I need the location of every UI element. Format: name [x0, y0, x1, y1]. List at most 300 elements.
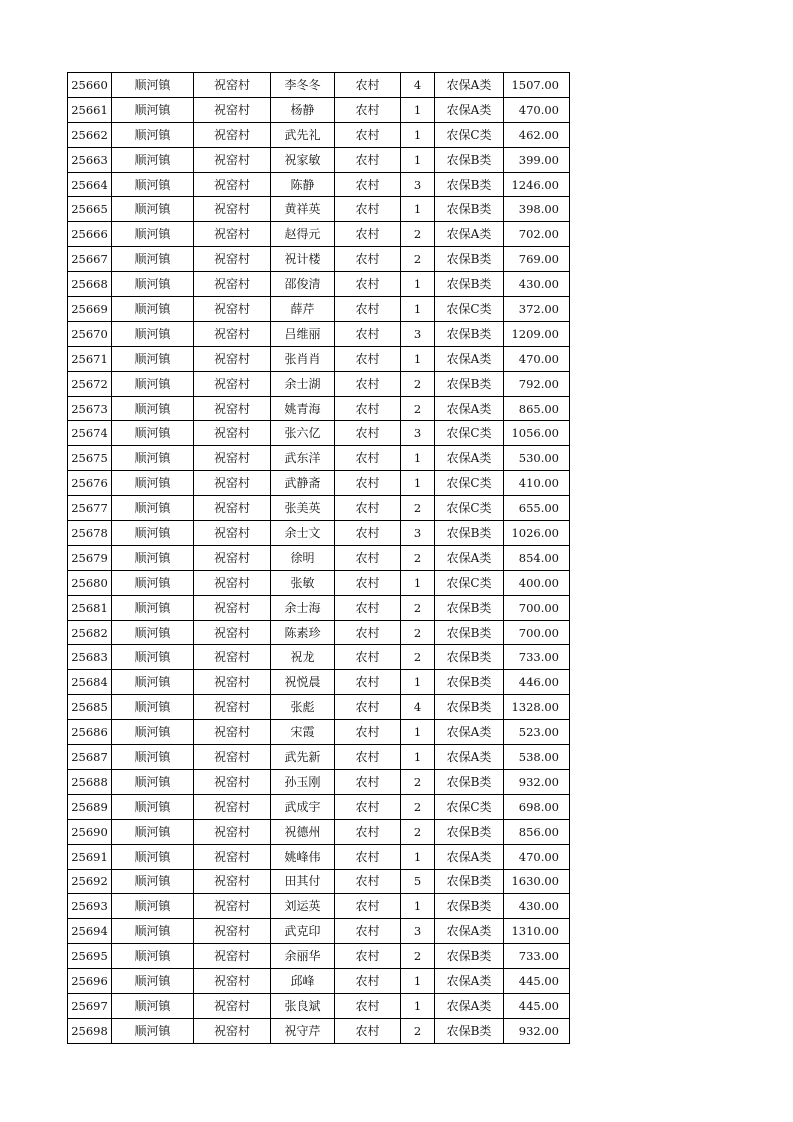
household-type-cell: 农村 [335, 969, 401, 994]
village-cell: 祝窑村 [194, 695, 271, 720]
table-row [68, 247, 570, 272]
serial-number-cell: 25663 [68, 147, 112, 172]
serial-number-cell: 25671 [68, 346, 112, 371]
serial-number-cell: 25682 [68, 620, 112, 645]
person-name-cell: 祝龙 [271, 645, 335, 670]
amount-cell: 445.00 [504, 969, 570, 994]
table-row [68, 172, 570, 197]
amount-cell: 430.00 [504, 894, 570, 919]
person-name-cell: 邵俊清 [271, 272, 335, 297]
insurance-category-cell: 农保B类 [435, 695, 504, 720]
member-count-cell: 2 [401, 247, 435, 272]
insurance-category-cell: 农保A类 [435, 919, 504, 944]
member-count-cell: 1 [401, 471, 435, 496]
serial-number-cell: 25686 [68, 720, 112, 745]
member-count-cell: 2 [401, 1018, 435, 1043]
village-cell: 祝窑村 [194, 944, 271, 969]
village-cell: 祝窑村 [194, 545, 271, 570]
member-count-cell: 2 [401, 819, 435, 844]
person-name-cell: 邱峰 [271, 969, 335, 994]
household-type-cell: 农村 [335, 446, 401, 471]
household-type-cell: 农村 [335, 595, 401, 620]
village-cell: 祝窑村 [194, 869, 271, 894]
member-count-cell: 1 [401, 720, 435, 745]
insurance-category-cell: 农保C类 [435, 471, 504, 496]
table-row [68, 371, 570, 396]
table-row [68, 919, 570, 944]
member-count-cell: 3 [401, 321, 435, 346]
household-type-cell: 农村 [335, 919, 401, 944]
town-cell: 顺河镇 [112, 346, 194, 371]
village-cell: 祝窑村 [194, 769, 271, 794]
village-cell: 祝窑村 [194, 844, 271, 869]
household-type-cell: 农村 [335, 421, 401, 446]
household-type-cell: 农村 [335, 944, 401, 969]
member-count-cell: 3 [401, 919, 435, 944]
person-name-cell: 余士湖 [271, 371, 335, 396]
household-type-cell: 农村 [335, 247, 401, 272]
village-cell: 祝窑村 [194, 919, 271, 944]
member-count-cell: 4 [401, 695, 435, 720]
village-cell: 祝窑村 [194, 122, 271, 147]
serial-number-cell: 25676 [68, 471, 112, 496]
town-cell: 顺河镇 [112, 496, 194, 521]
serial-number-cell: 25660 [68, 73, 112, 98]
member-count-cell: 1 [401, 122, 435, 147]
town-cell: 顺河镇 [112, 919, 194, 944]
village-cell: 祝窑村 [194, 346, 271, 371]
household-type-cell: 农村 [335, 147, 401, 172]
town-cell: 顺河镇 [112, 1018, 194, 1043]
village-cell: 祝窑村 [194, 993, 271, 1018]
member-count-cell: 2 [401, 769, 435, 794]
town-cell: 顺河镇 [112, 147, 194, 172]
amount-cell: 470.00 [504, 346, 570, 371]
table-row [68, 521, 570, 546]
insurance-category-cell: 农保A类 [435, 993, 504, 1018]
amount-cell: 538.00 [504, 745, 570, 770]
household-type-cell: 农村 [335, 197, 401, 222]
serial-number-cell: 25672 [68, 371, 112, 396]
amount-cell: 1209.00 [504, 321, 570, 346]
table-row [68, 222, 570, 247]
insurance-category-cell: 农保B类 [435, 670, 504, 695]
member-count-cell: 1 [401, 670, 435, 695]
person-name-cell: 黄祥英 [271, 197, 335, 222]
amount-cell: 856.00 [504, 819, 570, 844]
village-cell: 祝窑村 [194, 496, 271, 521]
person-name-cell: 薛芹 [271, 297, 335, 322]
village-cell: 祝窑村 [194, 894, 271, 919]
insurance-category-cell: 农保B类 [435, 247, 504, 272]
serial-number-cell: 25695 [68, 944, 112, 969]
insurance-category-cell: 农保A类 [435, 745, 504, 770]
person-name-cell: 祝德州 [271, 819, 335, 844]
member-count-cell: 2 [401, 645, 435, 670]
village-cell: 祝窑村 [194, 670, 271, 695]
table-row [68, 297, 570, 322]
village-cell: 祝窑村 [194, 297, 271, 322]
table-row [68, 944, 570, 969]
village-cell: 祝窑村 [194, 1018, 271, 1043]
member-count-cell: 2 [401, 222, 435, 247]
town-cell: 顺河镇 [112, 197, 194, 222]
person-name-cell: 武先新 [271, 745, 335, 770]
table-row [68, 595, 570, 620]
amount-cell: 865.00 [504, 396, 570, 421]
town-cell: 顺河镇 [112, 371, 194, 396]
person-name-cell: 武东洋 [271, 446, 335, 471]
member-count-cell: 2 [401, 620, 435, 645]
village-cell: 祝窑村 [194, 172, 271, 197]
serial-number-cell: 25680 [68, 570, 112, 595]
table-row [68, 321, 570, 346]
table-row [68, 1018, 570, 1043]
person-name-cell: 祝计楼 [271, 247, 335, 272]
town-cell: 顺河镇 [112, 570, 194, 595]
village-cell: 祝窑村 [194, 371, 271, 396]
amount-cell: 655.00 [504, 496, 570, 521]
town-cell: 顺河镇 [112, 595, 194, 620]
village-cell: 祝窑村 [194, 819, 271, 844]
insurance-category-cell: 农保B类 [435, 371, 504, 396]
village-cell: 祝窑村 [194, 969, 271, 994]
insurance-category-cell: 农保B类 [435, 869, 504, 894]
person-name-cell: 姚青海 [271, 396, 335, 421]
insurance-category-cell: 农保A类 [435, 97, 504, 122]
table-body [68, 73, 570, 1044]
amount-cell: 430.00 [504, 272, 570, 297]
town-cell: 顺河镇 [112, 620, 194, 645]
serial-number-cell: 25669 [68, 297, 112, 322]
village-cell: 祝窑村 [194, 745, 271, 770]
household-type-cell: 农村 [335, 521, 401, 546]
table-row [68, 769, 570, 794]
insurance-category-cell: 农保A类 [435, 346, 504, 371]
amount-cell: 410.00 [504, 471, 570, 496]
household-type-cell: 农村 [335, 794, 401, 819]
town-cell: 顺河镇 [112, 769, 194, 794]
table-row [68, 446, 570, 471]
serial-number-cell: 25662 [68, 122, 112, 147]
member-count-cell: 1 [401, 97, 435, 122]
member-count-cell: 2 [401, 595, 435, 620]
serial-number-cell: 25688 [68, 769, 112, 794]
household-type-cell: 农村 [335, 695, 401, 720]
town-cell: 顺河镇 [112, 545, 194, 570]
serial-number-cell: 25687 [68, 745, 112, 770]
member-count-cell: 2 [401, 371, 435, 396]
amount-cell: 932.00 [504, 1018, 570, 1043]
insurance-category-cell: 农保B类 [435, 521, 504, 546]
insurance-category-cell: 农保B类 [435, 272, 504, 297]
town-cell: 顺河镇 [112, 172, 194, 197]
person-name-cell: 武成宇 [271, 794, 335, 819]
household-type-cell: 农村 [335, 844, 401, 869]
person-name-cell: 张良斌 [271, 993, 335, 1018]
person-name-cell: 吕维丽 [271, 321, 335, 346]
amount-cell: 1310.00 [504, 919, 570, 944]
village-cell: 祝窑村 [194, 147, 271, 172]
amount-cell: 1026.00 [504, 521, 570, 546]
insurance-category-cell: 农保B类 [435, 172, 504, 197]
person-name-cell: 余丽华 [271, 944, 335, 969]
amount-cell: 700.00 [504, 620, 570, 645]
village-cell: 祝窑村 [194, 720, 271, 745]
table-row [68, 794, 570, 819]
person-name-cell: 田其付 [271, 869, 335, 894]
village-cell: 祝窑村 [194, 595, 271, 620]
person-name-cell: 徐明 [271, 545, 335, 570]
amount-cell: 400.00 [504, 570, 570, 595]
table-row [68, 471, 570, 496]
household-type-cell: 农村 [335, 620, 401, 645]
town-cell: 顺河镇 [112, 122, 194, 147]
insurance-category-cell: 农保A类 [435, 969, 504, 994]
insurance-category-cell: 农保B类 [435, 595, 504, 620]
town-cell: 顺河镇 [112, 222, 194, 247]
serial-number-cell: 25674 [68, 421, 112, 446]
insurance-category-cell: 农保C类 [435, 794, 504, 819]
member-count-cell: 1 [401, 570, 435, 595]
table-row [68, 620, 570, 645]
person-name-cell: 姚峰伟 [271, 844, 335, 869]
member-count-cell: 1 [401, 147, 435, 172]
member-count-cell: 2 [401, 794, 435, 819]
table-row [68, 197, 570, 222]
village-cell: 祝窑村 [194, 73, 271, 98]
insurance-category-cell: 农保C类 [435, 570, 504, 595]
table-row [68, 272, 570, 297]
person-name-cell: 陈静 [271, 172, 335, 197]
table-row [68, 969, 570, 994]
serial-number-cell: 25666 [68, 222, 112, 247]
person-name-cell: 李冬冬 [271, 73, 335, 98]
amount-cell: 733.00 [504, 944, 570, 969]
insurance-category-cell: 农保B类 [435, 769, 504, 794]
insurance-category-cell: 农保B类 [435, 197, 504, 222]
amount-cell: 399.00 [504, 147, 570, 172]
town-cell: 顺河镇 [112, 446, 194, 471]
insurance-category-cell: 农保B类 [435, 645, 504, 670]
serial-number-cell: 25668 [68, 272, 112, 297]
serial-number-cell: 25683 [68, 645, 112, 670]
village-cell: 祝窑村 [194, 321, 271, 346]
table-row [68, 421, 570, 446]
serial-number-cell: 25675 [68, 446, 112, 471]
household-type-cell: 农村 [335, 745, 401, 770]
serial-number-cell: 25679 [68, 545, 112, 570]
serial-number-cell: 25689 [68, 794, 112, 819]
insurance-category-cell: 农保B类 [435, 321, 504, 346]
table-row [68, 670, 570, 695]
household-type-cell: 农村 [335, 819, 401, 844]
serial-number-cell: 25698 [68, 1018, 112, 1043]
member-count-cell: 4 [401, 73, 435, 98]
table-row [68, 570, 570, 595]
person-name-cell: 余士海 [271, 595, 335, 620]
household-type-cell: 农村 [335, 545, 401, 570]
town-cell: 顺河镇 [112, 521, 194, 546]
village-cell: 祝窑村 [194, 471, 271, 496]
household-type-cell: 农村 [335, 297, 401, 322]
town-cell: 顺河镇 [112, 894, 194, 919]
serial-number-cell: 25697 [68, 993, 112, 1018]
town-cell: 顺河镇 [112, 969, 194, 994]
serial-number-cell: 25690 [68, 819, 112, 844]
household-type-cell: 农村 [335, 272, 401, 297]
member-count-cell: 2 [401, 545, 435, 570]
amount-cell: 932.00 [504, 769, 570, 794]
insurance-category-cell: 农保A类 [435, 446, 504, 471]
table-row [68, 869, 570, 894]
town-cell: 顺河镇 [112, 247, 194, 272]
table-row [68, 993, 570, 1018]
serial-number-cell: 25685 [68, 695, 112, 720]
table-row [68, 745, 570, 770]
amount-cell: 1630.00 [504, 869, 570, 894]
town-cell: 顺河镇 [112, 720, 194, 745]
member-count-cell: 1 [401, 894, 435, 919]
member-count-cell: 1 [401, 993, 435, 1018]
household-type-cell: 农村 [335, 396, 401, 421]
person-name-cell: 赵得元 [271, 222, 335, 247]
town-cell: 顺河镇 [112, 97, 194, 122]
town-cell: 顺河镇 [112, 471, 194, 496]
person-name-cell: 祝守芹 [271, 1018, 335, 1043]
amount-cell: 445.00 [504, 993, 570, 1018]
town-cell: 顺河镇 [112, 670, 194, 695]
village-cell: 祝窑村 [194, 446, 271, 471]
insurance-category-cell: 农保C类 [435, 496, 504, 521]
person-name-cell: 余士文 [271, 521, 335, 546]
person-name-cell: 武静斋 [271, 471, 335, 496]
member-count-cell: 3 [401, 172, 435, 197]
person-name-cell: 张美英 [271, 496, 335, 521]
town-cell: 顺河镇 [112, 421, 194, 446]
household-type-cell: 农村 [335, 222, 401, 247]
member-count-cell: 1 [401, 446, 435, 471]
household-type-cell: 农村 [335, 496, 401, 521]
village-cell: 祝窑村 [194, 272, 271, 297]
serial-number-cell: 25677 [68, 496, 112, 521]
member-count-cell: 1 [401, 346, 435, 371]
household-type-cell: 农村 [335, 769, 401, 794]
amount-cell: 792.00 [504, 371, 570, 396]
amount-cell: 446.00 [504, 670, 570, 695]
person-name-cell: 宋霞 [271, 720, 335, 745]
amount-cell: 1056.00 [504, 421, 570, 446]
insurance-category-cell: 农保A类 [435, 396, 504, 421]
amount-cell: 854.00 [504, 545, 570, 570]
amount-cell: 769.00 [504, 247, 570, 272]
member-count-cell: 3 [401, 521, 435, 546]
amount-cell: 470.00 [504, 844, 570, 869]
table-row [68, 147, 570, 172]
village-cell: 祝窑村 [194, 421, 271, 446]
town-cell: 顺河镇 [112, 794, 194, 819]
member-count-cell: 1 [401, 272, 435, 297]
serial-number-cell: 25678 [68, 521, 112, 546]
insurance-category-cell: 农保C类 [435, 421, 504, 446]
table-row [68, 346, 570, 371]
table-row [68, 695, 570, 720]
member-count-cell: 1 [401, 197, 435, 222]
insurance-category-cell: 农保A类 [435, 844, 504, 869]
serial-number-cell: 25692 [68, 869, 112, 894]
household-type-cell: 农村 [335, 993, 401, 1018]
town-cell: 顺河镇 [112, 993, 194, 1018]
town-cell: 顺河镇 [112, 73, 194, 98]
serial-number-cell: 25681 [68, 595, 112, 620]
household-type-cell: 农村 [335, 122, 401, 147]
amount-cell: 372.00 [504, 297, 570, 322]
amount-cell: 1507.00 [504, 73, 570, 98]
household-type-cell: 农村 [335, 570, 401, 595]
insurance-category-cell: 农保B类 [435, 944, 504, 969]
insurance-category-cell: 农保B类 [435, 819, 504, 844]
village-cell: 祝窑村 [194, 396, 271, 421]
serial-number-cell: 25693 [68, 894, 112, 919]
town-cell: 顺河镇 [112, 321, 194, 346]
person-name-cell: 孙玉刚 [271, 769, 335, 794]
serial-number-cell: 25691 [68, 844, 112, 869]
insurance-category-cell: 农保A类 [435, 73, 504, 98]
amount-cell: 523.00 [504, 720, 570, 745]
village-cell: 祝窑村 [194, 794, 271, 819]
amount-cell: 733.00 [504, 645, 570, 670]
table-row [68, 894, 570, 919]
person-name-cell: 张敏 [271, 570, 335, 595]
serial-number-cell: 25673 [68, 396, 112, 421]
household-type-cell: 农村 [335, 346, 401, 371]
insurance-category-cell: 农保B类 [435, 894, 504, 919]
amount-cell: 530.00 [504, 446, 570, 471]
household-type-cell: 农村 [335, 471, 401, 496]
person-name-cell: 祝悦晨 [271, 670, 335, 695]
village-cell: 祝窑村 [194, 570, 271, 595]
member-count-cell: 3 [401, 421, 435, 446]
village-cell: 祝窑村 [194, 247, 271, 272]
town-cell: 顺河镇 [112, 745, 194, 770]
amount-cell: 462.00 [504, 122, 570, 147]
insurance-category-cell: 农保A类 [435, 545, 504, 570]
member-count-cell: 1 [401, 297, 435, 322]
table-row [68, 97, 570, 122]
beneficiary-table [67, 72, 570, 1044]
town-cell: 顺河镇 [112, 944, 194, 969]
household-type-cell: 农村 [335, 869, 401, 894]
household-type-cell: 农村 [335, 894, 401, 919]
member-count-cell: 2 [401, 496, 435, 521]
household-type-cell: 农村 [335, 97, 401, 122]
person-name-cell: 张肖肖 [271, 346, 335, 371]
member-count-cell: 5 [401, 869, 435, 894]
person-name-cell: 张彪 [271, 695, 335, 720]
household-type-cell: 农村 [335, 1018, 401, 1043]
table-row [68, 496, 570, 521]
person-name-cell: 张六亿 [271, 421, 335, 446]
village-cell: 祝窑村 [194, 521, 271, 546]
household-type-cell: 农村 [335, 371, 401, 396]
serial-number-cell: 25684 [68, 670, 112, 695]
serial-number-cell: 25667 [68, 247, 112, 272]
town-cell: 顺河镇 [112, 645, 194, 670]
insurance-category-cell: 农保C类 [435, 122, 504, 147]
member-count-cell: 1 [401, 745, 435, 770]
amount-cell: 398.00 [504, 197, 570, 222]
town-cell: 顺河镇 [112, 695, 194, 720]
